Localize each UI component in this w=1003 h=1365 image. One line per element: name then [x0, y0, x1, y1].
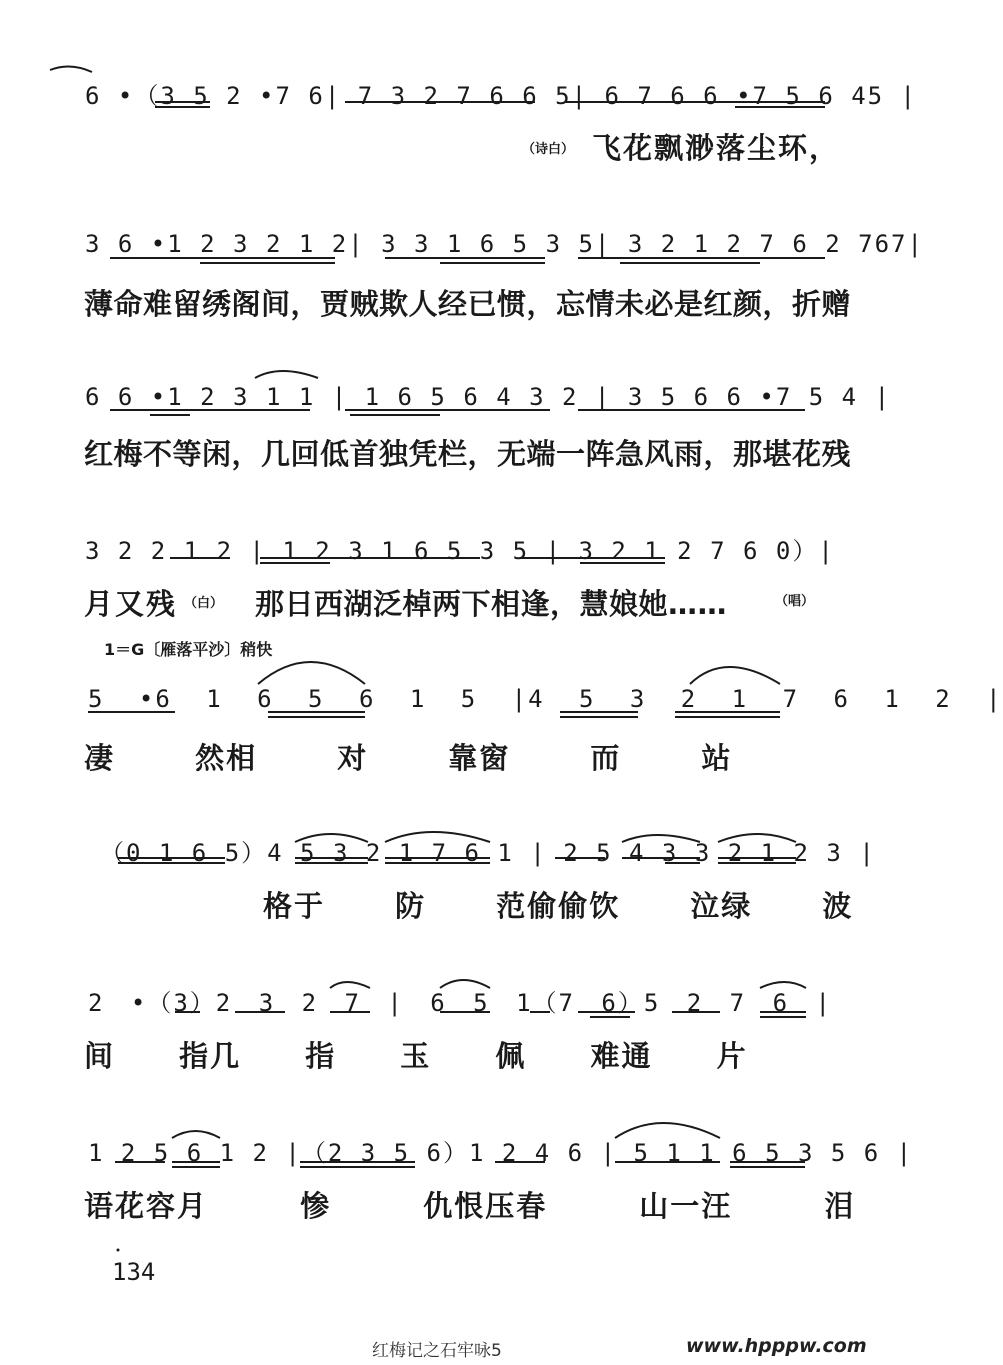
- system-2-lyrics: 薄命难留绣阁间，贾贼欺人经已惯，忘情未必是红颜，折赠: [84, 287, 852, 321]
- system-4-spoken-mark: （白）: [184, 596, 224, 611]
- system-7-notes: 2 •（3）2 3 2 7 | 6 5 1（7 6）5 2 7 6 |: [88, 989, 832, 1017]
- system-4-notes: 3 2 2 1 2 | 1 2 3 1 6 5 3 5 | 3 2 1 2 7 6 0）|: [85, 537, 835, 565]
- page-number: 134: [112, 1258, 156, 1286]
- system-4-lyrics-a: 月又残: [84, 587, 178, 621]
- footer-caption: 红梅记之石牢咏5: [372, 1341, 502, 1361]
- system-1-lyrics: 飞花飘渺落尘环，: [592, 131, 841, 165]
- system-6-lyrics: 格于 防 范偷偷饮 泣绿 波: [263, 889, 854, 923]
- system-1-notes: 6 •（3 5 2 •7 6| 7 3 2 7 6 6 5| 6 7 6 6 •7 5 6 45 |: [85, 82, 918, 110]
- tie-mark: [255, 371, 318, 378]
- slur-mark: [690, 667, 780, 684]
- system-8-notes: 1 2 5 6 1 2 |（2 3 5 6）1 2 4 6 | 5 1 1 6 5 3 5 6 |: [88, 1139, 914, 1167]
- system-6-notes: （0 1 6 5）4 5 3 2 1 7 6 1 | 2 5 4 3 3 2 1 2 3 |: [100, 839, 876, 867]
- system-7-lyrics: 间 指几 指 玉 佩 难通 片: [84, 1039, 748, 1073]
- system-5-notes: 5 •6 1 6 5 6 1 5 |4 5 3 2 1 7 6 1 2 |: [88, 685, 1003, 713]
- system-8-lyrics: 语花容月 惨 仇恨压春 山一汪 泪: [84, 1189, 856, 1223]
- system-3-notes: 6 6 •1 2 3 1 1 | 1 6 5 6 4 3 2 | 3 5 6 6 •7 5 4 |: [85, 383, 892, 411]
- system-5-lyrics: 凄 然相 对 靠窗 而 站: [84, 741, 733, 775]
- opening-slur-mark: [50, 66, 92, 72]
- system-4-lyrics-b: 那日西湖泛棹两下相逢，慧娘她……: [255, 587, 728, 621]
- system-3-lyrics: 红梅不等闲，几回低首独凭栏，无端一阵急风雨，那堪花残: [84, 437, 852, 471]
- slur-mark: [258, 662, 365, 684]
- system-4-sung-mark: （唱）: [775, 594, 815, 609]
- system-1-spoken-mark: （诗白）: [522, 142, 575, 157]
- site-watermark: www.hpppw.com: [686, 1335, 867, 1357]
- key-signature: 1＝G〔雁落平沙〕稍快: [104, 640, 273, 659]
- system-2-notes: 3 6 •1 2 3 2 1 2| 3 3 1 6 5 3 5| 3 2 1 2 7 6 2 767|: [85, 230, 924, 258]
